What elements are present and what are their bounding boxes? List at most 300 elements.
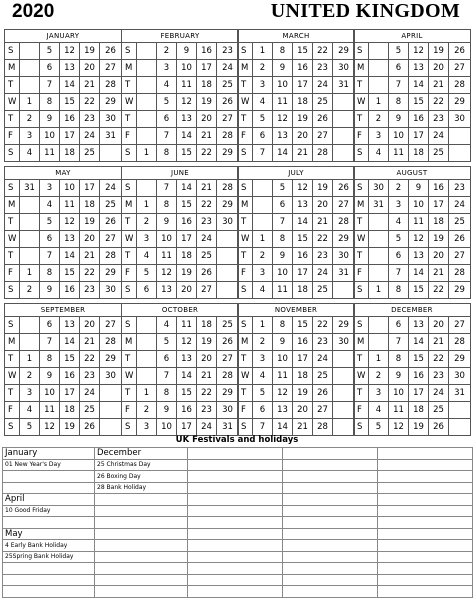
- festival-entry: [378, 471, 473, 483]
- day-cell: 5: [20, 419, 40, 436]
- week-row: [5, 180, 122, 197]
- month-calendar-november: [237, 303, 355, 436]
- day-cell: 6: [40, 317, 60, 334]
- day-cell: 15: [409, 351, 429, 368]
- weekday-label: M: [238, 197, 253, 214]
- week-row: [122, 282, 239, 299]
- day-cell: 6: [389, 60, 409, 77]
- weekday-label: S: [354, 145, 369, 162]
- day-cell: [137, 60, 157, 77]
- day-cell: 15: [293, 43, 313, 60]
- weekday-label: T: [5, 214, 20, 231]
- day-cell: 16: [293, 248, 313, 265]
- festival-entry: [378, 505, 473, 517]
- week-row: [354, 94, 471, 111]
- day-cell: 15: [177, 145, 197, 162]
- day-cell: [333, 282, 355, 299]
- festival-row: [3, 551, 473, 563]
- day-cell: 23: [217, 43, 239, 60]
- day-cell: 25: [80, 402, 100, 419]
- week-row: [354, 77, 471, 94]
- day-cell: 5: [273, 180, 293, 197]
- week-row: [122, 351, 239, 368]
- day-cell: [100, 402, 122, 419]
- week-row: [238, 77, 355, 94]
- day-cell: 13: [177, 111, 197, 128]
- day-cell: 12: [293, 180, 313, 197]
- festivals-title: UK Festivals and holidays: [175, 435, 299, 445]
- day-cell: 13: [293, 197, 313, 214]
- weekday-label: W: [122, 368, 137, 385]
- weekday-label: T: [5, 77, 20, 94]
- day-cell: 31: [449, 385, 471, 402]
- day-cell: 2: [253, 248, 273, 265]
- day-cell: 26: [217, 334, 239, 351]
- day-cell: 13: [177, 351, 197, 368]
- week-row: [238, 180, 355, 197]
- day-cell: 25: [197, 248, 217, 265]
- day-cell: 6: [273, 197, 293, 214]
- day-cell: 6: [253, 402, 273, 419]
- weekday-label: T: [354, 111, 369, 128]
- weekday-label: F: [354, 265, 369, 282]
- day-cell: 19: [197, 334, 217, 351]
- day-cell: 10: [60, 180, 80, 197]
- day-cell: 22: [80, 94, 100, 111]
- day-cell: 11: [273, 282, 293, 299]
- week-row: [5, 94, 122, 111]
- day-cell: 28: [449, 265, 471, 282]
- month-calendar-june: [121, 166, 239, 299]
- day-cell: 1: [369, 351, 389, 368]
- day-cell: 10: [40, 128, 60, 145]
- festival-entry: [283, 517, 378, 529]
- day-cell: [20, 248, 40, 265]
- day-cell: 21: [429, 77, 449, 94]
- day-cell: 18: [197, 317, 217, 334]
- month-calendar-may: [4, 166, 122, 299]
- week-row: [5, 214, 122, 231]
- day-cell: [137, 368, 157, 385]
- day-cell: 7: [40, 248, 60, 265]
- weekday-label: W: [354, 368, 369, 385]
- festival-entry: [283, 448, 378, 460]
- weekday-label: F: [122, 128, 137, 145]
- week-row: [5, 145, 122, 162]
- weekday-label: S: [5, 419, 20, 436]
- day-cell: 27: [313, 402, 333, 419]
- day-cell: 10: [157, 231, 177, 248]
- day-cell: [217, 248, 239, 265]
- week-row: [354, 334, 471, 351]
- festival-entry: [188, 494, 283, 506]
- festival-entry: [378, 459, 473, 471]
- month-name: OCTOBER: [122, 304, 239, 317]
- day-cell: 25: [80, 145, 100, 162]
- weekday-label: M: [122, 197, 137, 214]
- weekday-label: T: [5, 385, 20, 402]
- day-cell: 27: [313, 128, 333, 145]
- day-cell: 14: [60, 334, 80, 351]
- month-name: NOVEMBER: [238, 304, 355, 317]
- day-cell: 25: [429, 402, 449, 419]
- day-cell: 2: [253, 60, 273, 77]
- day-cell: 6: [253, 128, 273, 145]
- day-cell: [137, 317, 157, 334]
- day-cell: 29: [100, 94, 122, 111]
- week-row: [238, 334, 355, 351]
- day-cell: 16: [197, 43, 217, 60]
- day-cell: 9: [157, 402, 177, 419]
- week-row: [238, 43, 355, 60]
- week-row: [354, 368, 471, 385]
- day-cell: 9: [40, 368, 60, 385]
- week-row: [5, 111, 122, 128]
- day-cell: 15: [409, 94, 429, 111]
- festival-month-heading: May: [3, 528, 95, 540]
- weekday-label: S: [354, 419, 369, 436]
- day-cell: 28: [217, 180, 239, 197]
- day-cell: [137, 43, 157, 60]
- weekday-label: S: [238, 180, 253, 197]
- day-cell: 7: [157, 368, 177, 385]
- day-cell: 12: [389, 419, 409, 436]
- day-cell: [137, 334, 157, 351]
- day-cell: 18: [429, 214, 449, 231]
- festival-entry: [3, 563, 95, 575]
- day-cell: 9: [389, 111, 409, 128]
- day-cell: 11: [40, 402, 60, 419]
- festival-entry: [188, 482, 283, 494]
- day-cell: 31: [20, 180, 40, 197]
- day-cell: 24: [449, 197, 471, 214]
- day-cell: 13: [60, 317, 80, 334]
- day-cell: 13: [60, 231, 80, 248]
- day-cell: 8: [273, 231, 293, 248]
- day-cell: 8: [40, 94, 60, 111]
- week-row: [354, 351, 471, 368]
- day-cell: 28: [100, 77, 122, 94]
- day-cell: 19: [313, 180, 333, 197]
- festivals-table: [2, 447, 473, 598]
- week-row: [238, 368, 355, 385]
- day-cell: 5: [40, 43, 60, 60]
- day-cell: [137, 111, 157, 128]
- weekday-label: T: [122, 248, 137, 265]
- weekday-label: S: [238, 145, 253, 162]
- weekday-label: T: [5, 248, 20, 265]
- day-cell: 14: [177, 128, 197, 145]
- day-cell: 15: [177, 385, 197, 402]
- festival-entry: [283, 494, 378, 506]
- day-cell: 23: [449, 180, 471, 197]
- weekday-label: S: [238, 317, 253, 334]
- festival-entry: [95, 528, 188, 540]
- day-cell: 6: [157, 111, 177, 128]
- weekday-label: W: [122, 94, 137, 111]
- day-cell: [20, 317, 40, 334]
- day-cell: 21: [80, 77, 100, 94]
- day-cell: 23: [80, 368, 100, 385]
- day-cell: 4: [157, 317, 177, 334]
- month-calendar-march: [237, 29, 355, 162]
- week-row: [354, 128, 471, 145]
- festival-entry: 01 New Year's Day: [3, 459, 95, 471]
- day-cell: [100, 419, 122, 436]
- week-row: [5, 385, 122, 402]
- day-cell: 28: [100, 334, 122, 351]
- week-row: [238, 214, 355, 231]
- day-cell: 21: [313, 214, 333, 231]
- day-cell: 13: [273, 402, 293, 419]
- day-cell: 31: [369, 197, 389, 214]
- festival-entry: [95, 563, 188, 575]
- day-cell: 24: [429, 128, 449, 145]
- day-cell: [137, 128, 157, 145]
- month-name: JANUARY: [5, 30, 122, 43]
- festival-entry: [95, 586, 188, 598]
- day-cell: 22: [80, 351, 100, 368]
- day-cell: 17: [293, 265, 313, 282]
- weekday-label: F: [5, 265, 20, 282]
- day-cell: [369, 77, 389, 94]
- day-cell: 7: [389, 265, 409, 282]
- month-name: FEBRUARY: [122, 30, 239, 43]
- weekday-label: F: [5, 402, 20, 419]
- weekday-label: S: [122, 317, 137, 334]
- week-row: [238, 248, 355, 265]
- day-cell: 1: [20, 351, 40, 368]
- weekday-label: T: [122, 385, 137, 402]
- weekday-label: M: [5, 334, 20, 351]
- festival-entry: [283, 459, 378, 471]
- day-cell: 29: [217, 197, 239, 214]
- day-cell: 25: [429, 145, 449, 162]
- day-cell: 2: [369, 368, 389, 385]
- day-cell: 26: [333, 180, 355, 197]
- week-row: [238, 128, 355, 145]
- day-cell: 18: [293, 94, 313, 111]
- day-cell: 6: [389, 317, 409, 334]
- day-cell: 16: [60, 368, 80, 385]
- festival-entry: [95, 574, 188, 586]
- day-cell: 18: [80, 197, 100, 214]
- day-cell: 7: [253, 419, 273, 436]
- weekday-label: T: [122, 214, 137, 231]
- week-row: [354, 402, 471, 419]
- day-cell: 1: [253, 231, 273, 248]
- day-cell: 29: [217, 145, 239, 162]
- day-cell: 29: [333, 317, 355, 334]
- day-cell: 24: [429, 385, 449, 402]
- weekday-label: S: [238, 43, 253, 60]
- day-cell: 22: [313, 231, 333, 248]
- weekday-label: T: [354, 385, 369, 402]
- weekday-label: F: [354, 402, 369, 419]
- day-cell: 16: [293, 334, 313, 351]
- weekday-label: W: [5, 231, 20, 248]
- weekday-label: F: [238, 402, 253, 419]
- festival-entry: [3, 574, 95, 586]
- day-cell: 10: [273, 265, 293, 282]
- day-cell: 27: [217, 351, 239, 368]
- day-cell: 31: [333, 77, 355, 94]
- festival-entry: [188, 586, 283, 598]
- festival-entry: [95, 505, 188, 517]
- festival-month-heading: April: [3, 494, 95, 506]
- week-row: [5, 402, 122, 419]
- day-cell: 26: [429, 419, 449, 436]
- festival-entry: [188, 448, 283, 460]
- day-cell: 27: [100, 231, 122, 248]
- day-cell: [137, 180, 157, 197]
- day-cell: 6: [157, 351, 177, 368]
- day-cell: 10: [273, 77, 293, 94]
- day-cell: 13: [273, 128, 293, 145]
- day-cell: 15: [293, 317, 313, 334]
- day-cell: [449, 145, 471, 162]
- day-cell: 24: [80, 385, 100, 402]
- day-cell: 28: [313, 145, 333, 162]
- day-cell: 18: [60, 402, 80, 419]
- day-cell: 21: [197, 180, 217, 197]
- day-cell: 5: [369, 419, 389, 436]
- week-row: [122, 145, 239, 162]
- day-cell: 10: [389, 385, 409, 402]
- festival-entry: [378, 586, 473, 598]
- day-cell: 9: [273, 248, 293, 265]
- day-cell: 3: [157, 60, 177, 77]
- day-cell: 30: [449, 368, 471, 385]
- weekday-label: W: [238, 94, 253, 111]
- day-cell: 13: [409, 60, 429, 77]
- weekday-label: T: [354, 248, 369, 265]
- day-cell: 19: [177, 265, 197, 282]
- day-cell: 2: [137, 402, 157, 419]
- day-cell: 1: [253, 317, 273, 334]
- day-cell: 4: [157, 77, 177, 94]
- day-cell: 2: [20, 111, 40, 128]
- week-row: [5, 419, 122, 436]
- weekday-label: T: [354, 214, 369, 231]
- day-cell: 2: [20, 368, 40, 385]
- day-cell: 6: [40, 60, 60, 77]
- month-name: MAY: [5, 167, 122, 180]
- weekday-label: M: [238, 334, 253, 351]
- day-cell: 22: [197, 197, 217, 214]
- day-cell: 9: [389, 368, 409, 385]
- day-cell: 9: [40, 111, 60, 128]
- weekday-label: T: [354, 77, 369, 94]
- day-cell: 4: [20, 402, 40, 419]
- day-cell: 4: [20, 145, 40, 162]
- festival-entry: [95, 540, 188, 552]
- day-cell: 27: [333, 197, 355, 214]
- weekday-label: W: [238, 368, 253, 385]
- weekday-label: S: [5, 43, 20, 60]
- week-row: [5, 60, 122, 77]
- day-cell: 19: [429, 43, 449, 60]
- day-cell: 22: [197, 145, 217, 162]
- weekday-label: M: [354, 60, 369, 77]
- festival-row: [3, 574, 473, 586]
- day-cell: 5: [389, 43, 409, 60]
- day-cell: 19: [293, 111, 313, 128]
- festival-entry: [3, 586, 95, 598]
- day-cell: 27: [449, 317, 471, 334]
- month-calendar-april: [353, 29, 471, 162]
- day-cell: 26: [217, 94, 239, 111]
- day-cell: 3: [253, 265, 273, 282]
- day-cell: 13: [60, 60, 80, 77]
- day-cell: 16: [177, 402, 197, 419]
- week-row: [354, 317, 471, 334]
- day-cell: 3: [253, 351, 273, 368]
- day-cell: 10: [40, 385, 60, 402]
- day-cell: 4: [40, 197, 60, 214]
- day-cell: [333, 385, 355, 402]
- year-title: 2020: [12, 1, 55, 22]
- day-cell: 23: [313, 60, 333, 77]
- festival-entry: [283, 563, 378, 575]
- day-cell: 30: [333, 248, 355, 265]
- day-cell: 15: [293, 231, 313, 248]
- day-cell: 25: [313, 94, 333, 111]
- day-cell: [100, 145, 122, 162]
- day-cell: [369, 43, 389, 60]
- festival-entry: [3, 517, 95, 529]
- week-row: [5, 282, 122, 299]
- day-cell: 3: [369, 128, 389, 145]
- festival-entry: [378, 528, 473, 540]
- day-cell: 2: [253, 334, 273, 351]
- weekday-label: F: [5, 128, 20, 145]
- weekday-label: M: [122, 60, 137, 77]
- day-cell: 12: [40, 419, 60, 436]
- week-row: [122, 111, 239, 128]
- festival-entry: [188, 528, 283, 540]
- day-cell: 25: [449, 214, 471, 231]
- day-cell: 8: [40, 265, 60, 282]
- festival-row: [3, 494, 473, 506]
- day-cell: 20: [429, 60, 449, 77]
- week-row: [238, 265, 355, 282]
- day-cell: 5: [389, 231, 409, 248]
- week-row: [354, 197, 471, 214]
- day-cell: 17: [197, 60, 217, 77]
- day-cell: 22: [80, 265, 100, 282]
- weekday-label: T: [354, 351, 369, 368]
- weekday-label: T: [122, 77, 137, 94]
- festival-entry: [95, 494, 188, 506]
- day-cell: 1: [369, 282, 389, 299]
- week-row: [238, 419, 355, 436]
- festival-entry: 4 Early Bank Holiday: [3, 540, 95, 552]
- day-cell: 9: [273, 60, 293, 77]
- day-cell: 4: [369, 145, 389, 162]
- day-cell: 26: [313, 111, 333, 128]
- weekday-label: S: [5, 145, 20, 162]
- day-cell: 10: [409, 197, 429, 214]
- weekday-label: M: [5, 197, 20, 214]
- day-cell: 1: [20, 265, 40, 282]
- week-row: [122, 265, 239, 282]
- day-cell: 2: [369, 111, 389, 128]
- day-cell: [20, 77, 40, 94]
- day-cell: 11: [40, 145, 60, 162]
- day-cell: [369, 317, 389, 334]
- day-cell: 7: [389, 334, 409, 351]
